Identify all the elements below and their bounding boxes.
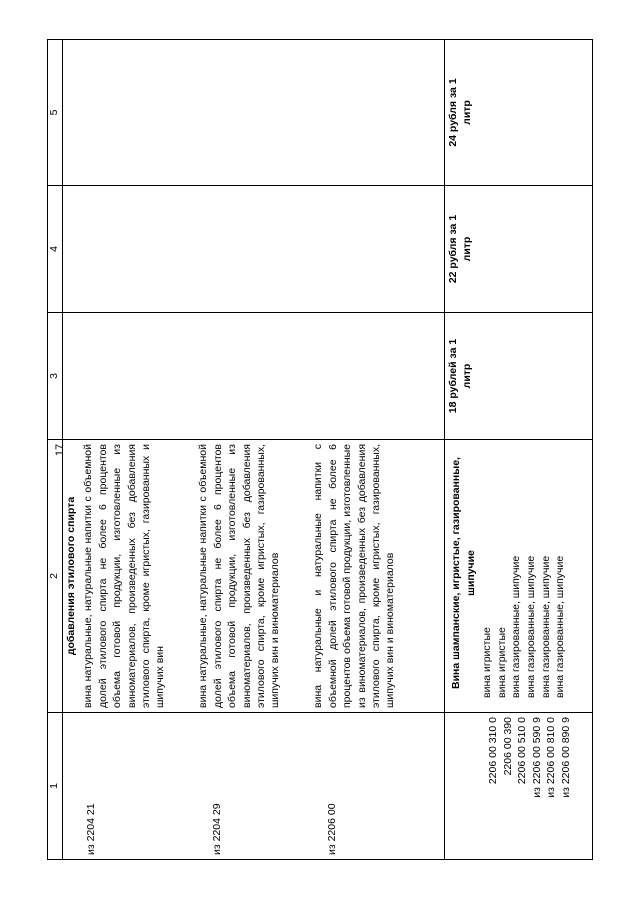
column-number-3: 3: [48, 313, 63, 440]
tariff-code: из 2204 21: [85, 803, 97, 855]
rate-cell-col4: [445, 186, 593, 313]
column-number-5: 5: [48, 40, 63, 186]
rate-cell-empty: [63, 313, 445, 440]
rotated-page-content: [47, 40, 593, 860]
excise-rate: 24 рубля за 1 литр: [447, 78, 473, 147]
column-number-2: 2: [48, 440, 63, 713]
table-row: [445, 40, 593, 860]
rate-cell-empty: [63, 186, 445, 313]
product-description: вина натуральные и натуральные напитки с объемной долей этилового спирта не более 6 процентов объема готовой продукции, изготовленные из виноматериалов, произведенных без добавления этилового спирта, кроме игристых, газированных, шипучих вин и виноматериалов: [312, 444, 397, 708]
tariff-code: из 2206 00 810 0: [545, 717, 558, 798]
sparkling-heading: Вина шампанские, игристые, газированные, шипучие: [450, 457, 477, 689]
tariff-code: 2206 00 510 0: [516, 717, 529, 785]
tariff-code: 2206 00 390: [501, 717, 514, 776]
sparkling-codes-cell: [445, 713, 593, 860]
excise-rates-table: [47, 39, 593, 860]
product-name: вина газированные, шипучие: [554, 555, 567, 698]
tariff-code: из 2206 00 590 9: [530, 717, 543, 798]
rate-cell-col5: [445, 40, 593, 186]
column-number-4: 4: [48, 186, 63, 313]
product-name: вина газированные, шипучие: [524, 555, 537, 698]
page-number: 17: [54, 443, 66, 457]
rate-cell-col3: [445, 313, 593, 440]
product-name: вина газированные, шипучие: [510, 555, 523, 698]
column-number-row: [48, 40, 63, 860]
tariff-code: из 2204 29: [211, 803, 223, 855]
sparkling-names-cell: [445, 440, 593, 713]
table-row: [63, 40, 445, 860]
product-name: вина игристые: [495, 627, 508, 698]
tariff-code: из 2206 00: [326, 803, 338, 855]
description-cell: [63, 440, 445, 713]
excise-rate: 18 рублей за 1 литр: [447, 338, 473, 414]
tariff-code: 2206 00 310 0: [487, 717, 499, 785]
product-description: вина натуральные, натуральные напитки с объемной долей этилового спирта не более 6 процентов объема готовой продукции, изготовленные из виноматериалов, произведенных без добавления этилового спирта, кроме игристых, газированных, шипучих вин и виноматериалов: [197, 444, 282, 708]
tariff-code: из 2206 00 890 9: [559, 717, 572, 798]
column-number-1: 1: [48, 713, 63, 860]
code-cell: [63, 713, 445, 860]
product-name: вина игристые: [481, 627, 494, 698]
section-heading: добавления этилового спирта: [65, 496, 77, 656]
excise-rate: 22 рубля за 1 литр: [447, 214, 473, 284]
rate-cell-empty: [63, 40, 445, 186]
product-description: вина натуральные, натуральные напитки с объемной долей этилового спирта не более 6 процентов объема готовой продукции, изготовленные из виноматериалов, произведенных без добавления этилового спирта, кроме игристых, газированных и шипучих вин: [82, 444, 167, 708]
product-name: вина газированные, шипучие: [539, 555, 552, 698]
